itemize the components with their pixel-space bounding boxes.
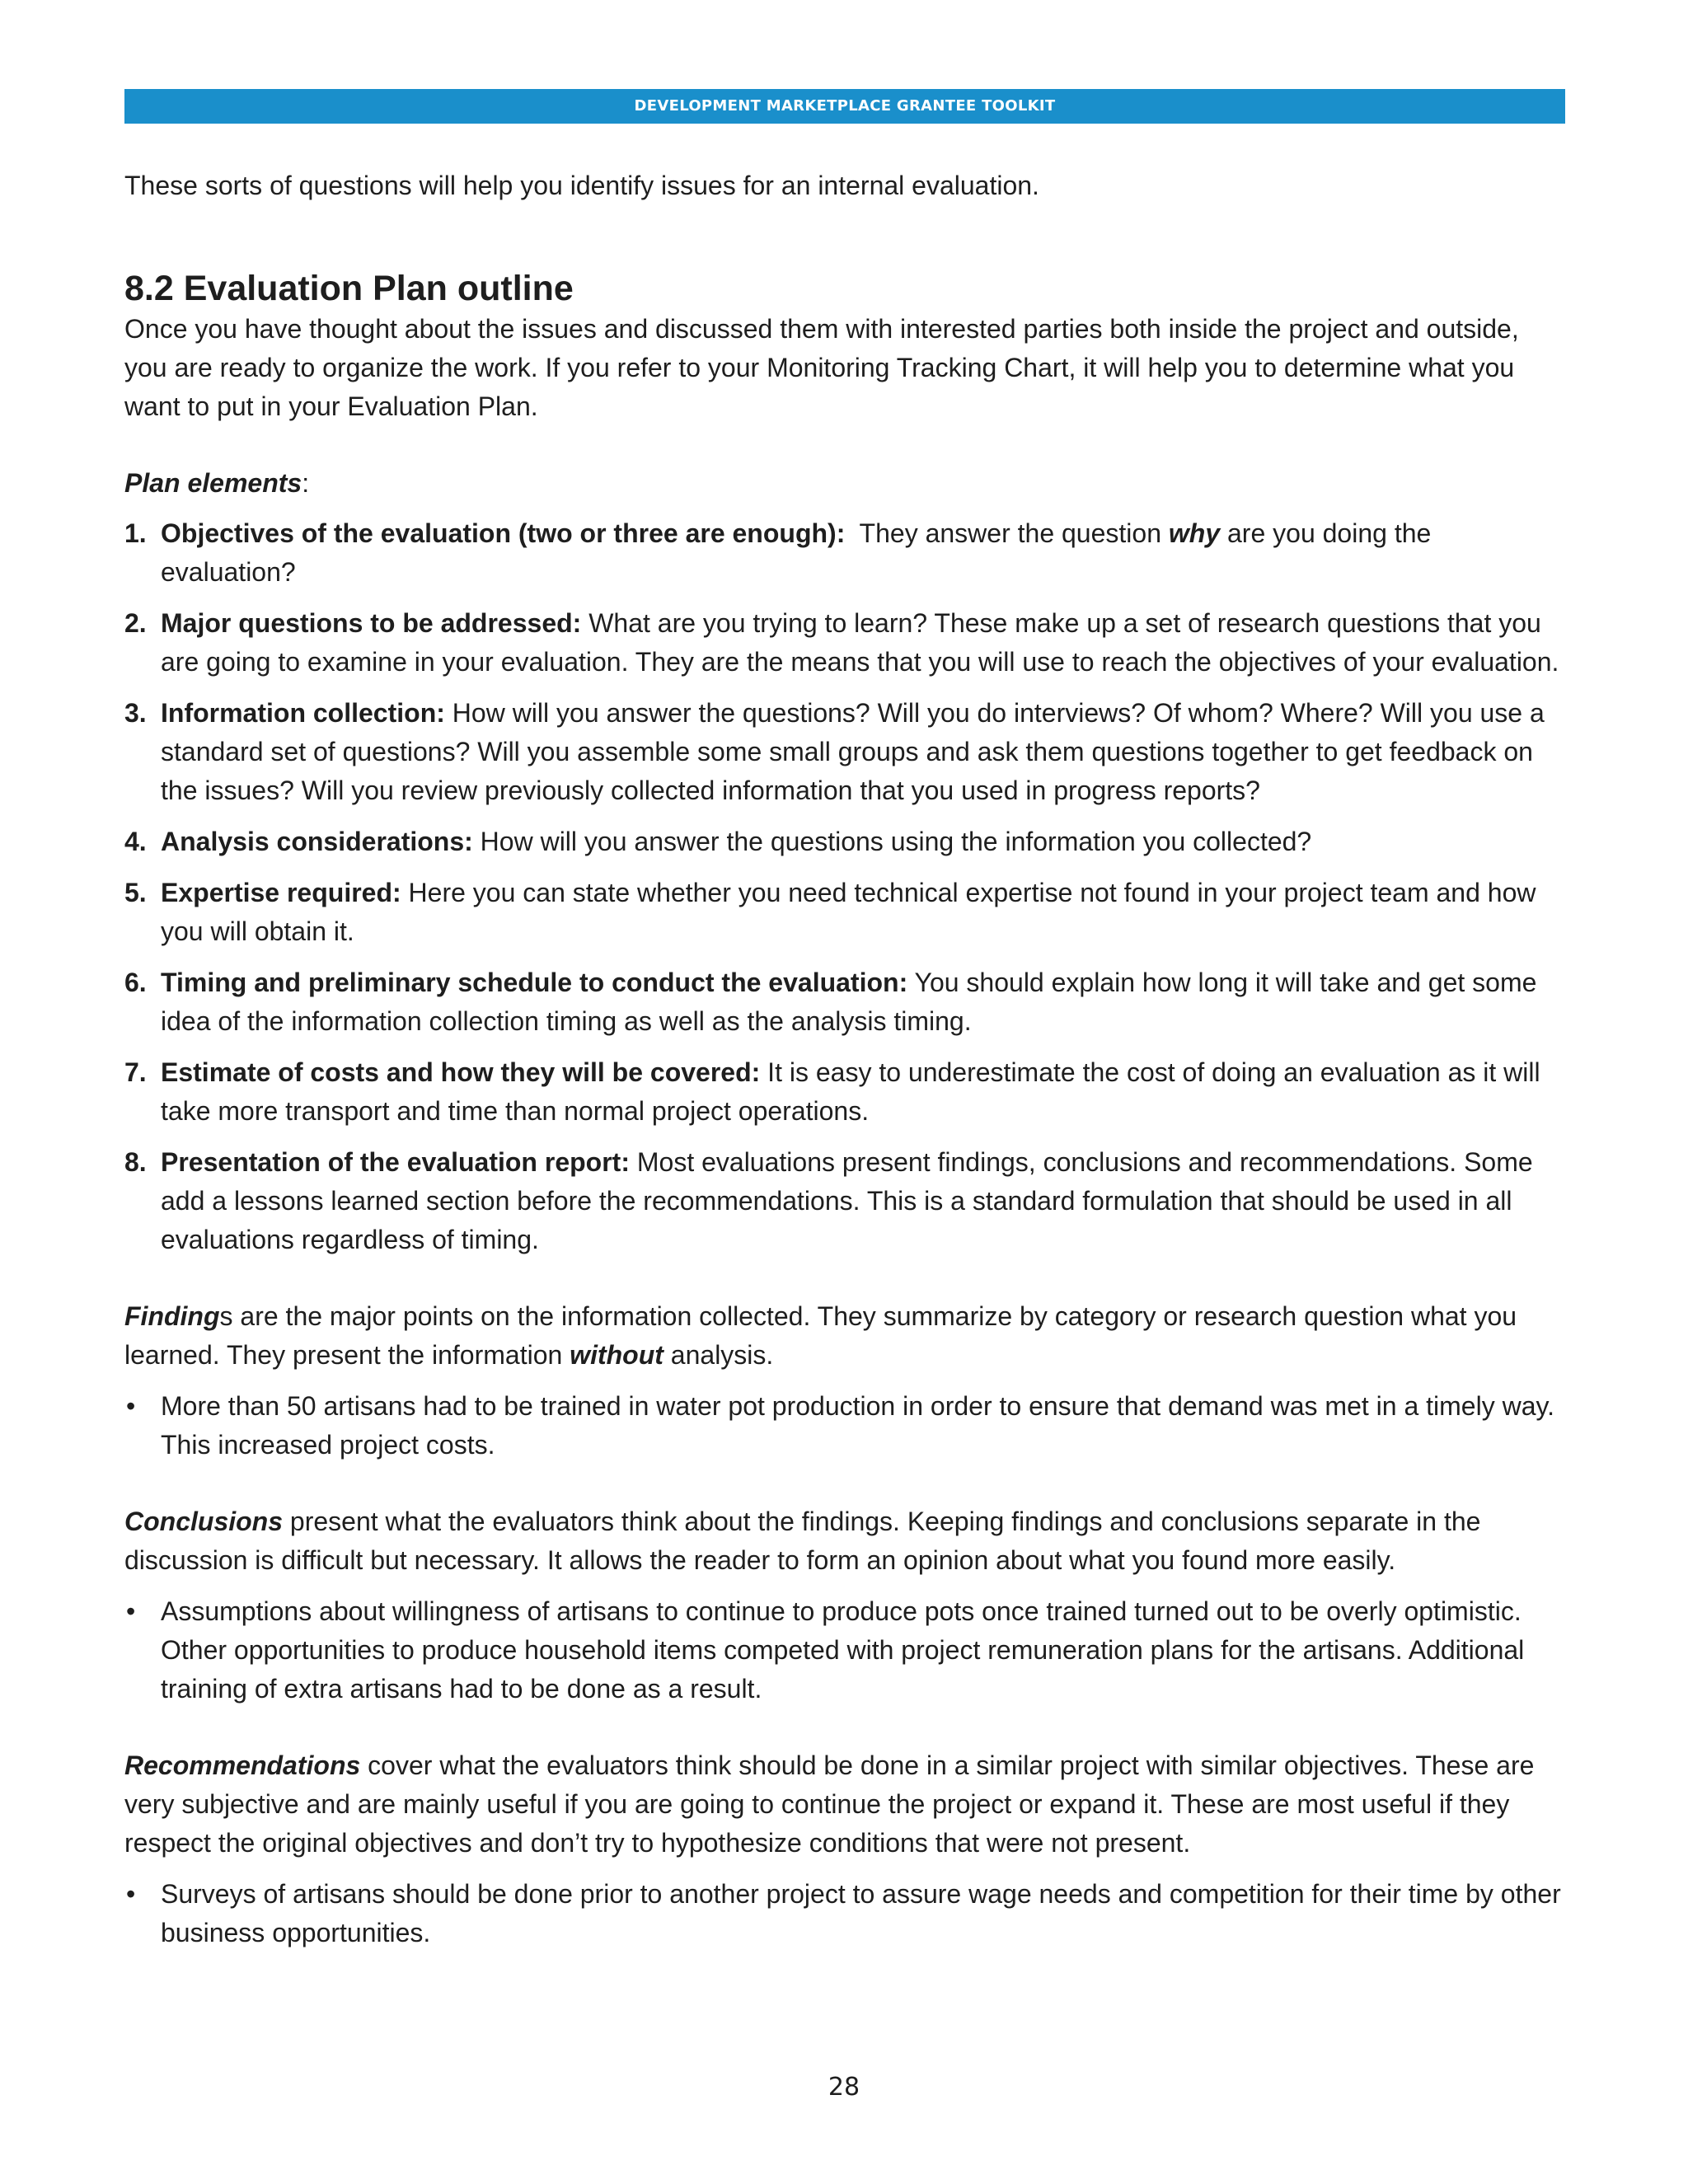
recommendations-keyword: Recommendations (124, 1750, 361, 1780)
findings-emphasis: without (570, 1340, 663, 1370)
list-item-term: Objectives of the evaluation (two or three are enough): (161, 518, 846, 548)
conclusions-keyword: Conclusions (124, 1507, 284, 1536)
list-item-number: 8. (124, 1147, 147, 1177)
list-item-text: You should explain how long it will take and get some idea of the information collection timing as well as the analysis timing. (161, 968, 1537, 1036)
list-item (124, 1143, 1565, 1259)
page-number: 28 (828, 2073, 860, 2102)
bullet-glyph: • (126, 1391, 136, 1421)
list-item-emphasis: why (1168, 518, 1221, 548)
list-item-text: How will you answer the questions using the information you collected? (472, 827, 1312, 856)
list-item (124, 604, 1565, 682)
list-item-number: 7. (124, 1057, 147, 1087)
list-item-text: It is easy to underestimate the cost of doing an evaluation as it will take more transport and time than normal project operations. (161, 1057, 1540, 1126)
recommendations-paragraph (124, 1746, 1565, 1863)
list-item (124, 1875, 1565, 1952)
conclusions-paragraph (124, 1502, 1565, 1580)
list-item-term: Major questions to be addressed: (161, 608, 582, 638)
list-item (124, 1053, 1565, 1131)
findings-keyword: Finding (124, 1301, 220, 1331)
list-item (124, 874, 1565, 951)
running-header (124, 89, 1565, 124)
list-item (124, 514, 1565, 592)
findings-text-end: analysis. (663, 1340, 774, 1370)
list-item-number: 3. (124, 698, 147, 728)
bullet-glyph: • (126, 1596, 136, 1626)
plan-elements-colon: : (302, 468, 310, 498)
list-item (124, 1387, 1565, 1465)
findings-keyword-suffix: s (219, 1301, 233, 1331)
bullet-glyph: • (126, 1879, 136, 1909)
bullet-text: Assumptions about willingness of artisans to continue to produce pots once trained turned out to be overly optimistic. Other opportunities to produce household items competed with project remuneration plans for the artisans. Additional training of extra artisans had to be done as a result. (161, 1596, 1525, 1704)
conclusions-text: present what the evaluators think about the findings. Keeping findings and conclusions separate in the discussion is difficult but necessary. It allows the reader to form an opinion about what you found more easily. (124, 1507, 1481, 1575)
recommendations-bullets (124, 1875, 1565, 1952)
section-heading: 8.2 Evaluation Plan outline (124, 269, 574, 308)
list-item-term: Information collection: (161, 698, 445, 728)
list-item-term: Analysis considerations: (161, 827, 473, 856)
list-item-text: are you doing the evaluation? (161, 518, 1432, 587)
running-header-title: DEVELOPMENT MARKETPLACE GRANTEE TOOLKIT (634, 97, 1056, 115)
list-item-number: 2. (124, 608, 147, 638)
bullet-text: More than 50 artisans had to be trained in water pot production in order to ensure that demand was met in a timely way. This increased project costs. (161, 1391, 1554, 1460)
list-item-number: 1. (124, 518, 147, 548)
findings-paragraph (124, 1297, 1565, 1375)
list-item-text: They answer the question (845, 518, 1169, 548)
intro-paragraph: These sorts of questions will help you identify issues for an internal evaluation. (124, 171, 1039, 200)
list-item-term: Expertise required: (161, 878, 401, 907)
list-item-term: Presentation of the evaluation report: (161, 1147, 630, 1177)
list-item-number: 5. (124, 878, 147, 907)
document-page (124, 89, 1565, 1952)
list-item-number: 6. (124, 968, 147, 997)
findings-bullets (124, 1387, 1565, 1465)
recommendations-text: cover what the evaluators think should be done in a similar project with similar objectives. These are very subjective and are mainly useful if you are going to continue the project or expand it. These are most useful if they respect the original objectives and don’t try to hypothesize conditions that were not present. (124, 1750, 1535, 1858)
list-item (124, 823, 1565, 861)
list-item-text: What are you trying to learn? These make up a set of research questions that you are going to examine in your evaluation. They are the means that you will use to reach the objectives of your evaluation. (161, 608, 1559, 677)
list-item-term: Estimate of costs and how they will be covered: (161, 1057, 761, 1087)
plan-elements-label-text: Plan elements (124, 468, 302, 498)
list-item-term: Timing and preliminary schedule to conduct the evaluation: (161, 968, 908, 997)
section-lead-paragraph: Once you have thought about the issues and discussed them with interested parties both inside the project and outside, you are ready to organize the work. If you refer to your Monitoring Tracking Chart, it will help you to determine what you want to put in your Evaluation Plan. (124, 314, 1519, 421)
list-item-text: Here you can state whether you need technical expertise not found in your project team and how you will obtain it. (161, 878, 1536, 946)
list-item (124, 694, 1565, 810)
plan-elements-list (124, 514, 1565, 1259)
list-item (124, 1592, 1565, 1708)
list-item-text: Most evaluations present findings, conclusions and recommendations. Some add a lessons learned section before the recommendations. This is a standard formulation that should be used in all evaluations regardless of timing. (161, 1147, 1533, 1254)
list-item-text: How will you answer the questions? Will you do interviews? Of whom? Where? Will you use a standard set of questions? Will you assemble some small groups and ask them questions together to get feedback on the issues? Will you review previously collected information that you used in progress reports? (161, 698, 1545, 805)
plan-elements-label (124, 464, 1565, 503)
bullet-text: Surveys of artisans should be done prior to another project to assure wage needs and competition for their time by other business opportunities. (161, 1879, 1561, 1947)
findings-text: are the major points on the information collected. They summarize by category or research question what you learned. They present the information (124, 1301, 1517, 1370)
list-item-number: 4. (124, 827, 147, 856)
conclusions-bullets (124, 1592, 1565, 1708)
list-item (124, 963, 1565, 1041)
